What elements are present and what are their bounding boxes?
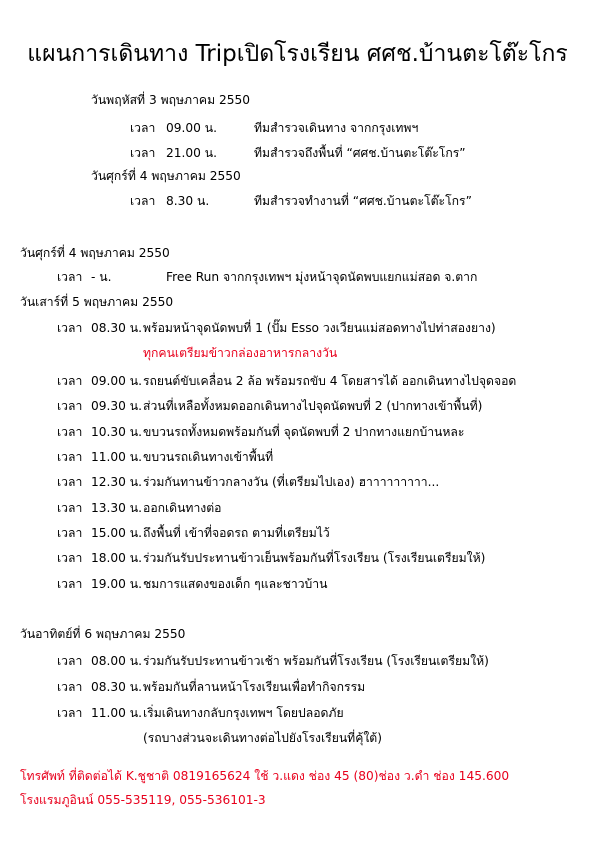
survey-day1-heading: วันพฤหัสที่ 3 พฤษภาคม 2550 [91, 93, 250, 107]
activity-text: ทีมสำรวจทำงานที่ “ศศช.บ้านตะโต๊ะโกร” [254, 194, 472, 208]
activity-text: พร้อมกันที่ลานหน้าโรงเรียนเพื่อทำกิจกรรม [143, 680, 366, 694]
time-label: เวลา [57, 501, 83, 515]
time-value: 08.00 น. [91, 654, 142, 668]
time-value: 09.00 น. [91, 374, 142, 388]
time-label: เวลา [57, 654, 83, 668]
time-value: 15.00 น. [91, 526, 142, 540]
time-label: เวลา [57, 374, 83, 388]
time-label: เวลา [57, 321, 83, 335]
survey-day2-heading: วันศุกร์ที่ 4 พฤษภาคม 2550 [91, 169, 241, 183]
activity-text: ร่วมกันรับประทานข้าวเย็นพร้อมกันที่โรงเรียน (โรงเรียนเตรียมให้) [143, 551, 486, 565]
activity-note: (รถบางส่วนจะเดินทางต่อไปยังโรงเรียนที่คุ้ใต้) [143, 731, 382, 745]
saturday-heading: วันเสาร์ที่ 5 พฤษภาคม 2550 [20, 295, 174, 309]
time-value: 11.00 น. [91, 450, 142, 464]
time-label: เวลา [57, 450, 83, 464]
activity-text: ทีมสำรวจเดินทาง จากกรุงเทพฯ [254, 121, 419, 135]
time-value: 11.00 น. [91, 706, 142, 720]
activity-text: ทีมสำรวจถึงพื้นที่ “ศศช.บ้านตะโต๊ะโกร” [254, 146, 466, 160]
time-value: 21.00 น. [166, 146, 217, 160]
time-value: 12.30 น. [91, 475, 142, 489]
activity-text: Free Run จากกรุงเทพฯ มุ่งหน้าจุดนัดพบแยกแม่สอด จ.ตาก [166, 270, 478, 284]
activity-text: ออกเดินทางต่อ [143, 501, 222, 515]
activity-text: ขบวนรถเดินทางเข้าพื้นที่ [143, 450, 274, 464]
activity-text: รถยนต์ขับเคลื่อน 2 ล้อ พร้อมรถขับ 4 โดยสารได้ ออกเดินทางไปจุดจอด [143, 374, 517, 388]
time-label: เวลา [130, 121, 156, 135]
time-label: เวลา [57, 551, 83, 565]
time-value: 19.00 น. [91, 577, 142, 591]
activity-text: ร่วมกันรับประทานข้าวเช้า พร้อมกันที่โรงเรียน (โรงเรียนเตรียมให้) [143, 654, 489, 668]
time-value: 10.30 น. [91, 425, 142, 439]
time-label: เวลา [57, 399, 83, 413]
time-value: 18.00 น. [91, 551, 142, 565]
contact-phone-line: โทรศัพท์ ที่ติดต่อได้ K.ชูชาติ 0819165624 ใช้ ว.แดง ช่อง 45 (80)ช่อง ว.ดำ ช่อง 145.600 [20, 769, 510, 783]
time-label: เวลา [57, 475, 83, 489]
time-label: เวลา [57, 680, 83, 694]
time-value: 8.30 น. [166, 194, 210, 208]
activity-text: ส่วนที่เหลือทั้งหมดออกเดินทางไปจุดนัดพบที่ 2 (ปากทางเข้าพื้นที่) [143, 399, 483, 413]
time-value: 13.30 น. [91, 501, 142, 515]
time-value: - น. [91, 270, 112, 284]
time-label: เวลา [57, 706, 83, 720]
time-label: เวลา [130, 194, 156, 208]
time-value: 09.30 น. [91, 399, 142, 413]
time-value: 08.30 น. [91, 680, 142, 694]
time-label: เวลา [57, 526, 83, 540]
friday-heading: วันศุกร์ที่ 4 พฤษภาคม 2550 [20, 246, 170, 260]
time-value: 08.30 น. [91, 321, 142, 335]
sunday-heading: วันอาทิตย์ที่ 6 พฤษภาคม 2550 [20, 627, 186, 641]
time-value: 09.00 น. [166, 121, 217, 135]
activity-text: ขบวนรถทั้งหมดพร้อมกันที่ จุดนัดพบที่ 2 ปากทางแยกบ้านหละ [143, 425, 465, 439]
time-label: เวลา [57, 270, 83, 284]
lunch-box-note: ทุกคนเตรียมข้าวกล่องอาหารกลางวัน [143, 346, 338, 360]
time-label: เวลา [57, 425, 83, 439]
hotel-contact-line: โรงแรมภูอินน์ 055-535119, 055-536101-3 [20, 793, 266, 807]
time-label: เวลา [57, 577, 83, 591]
activity-text: พร้อมหน้าจุดนัดพบที่ 1 (ปั๊ม Esso วงเวียนแม่สอดทางไปท่าสองยาง) [143, 321, 496, 335]
activity-text: ถึงพื้นที่ เข้าที่จอดรถ ตามที่เตรียมไว้ [143, 526, 330, 540]
activity-text: ชมการแสดงของเด็ก ๆและชาวบ้าน [143, 577, 328, 591]
activity-text: ร่วมกันทานข้าวกลางวัน (ที่เตรียมไปเอง) ฮาาาาาาาาา... [143, 475, 440, 489]
page-title: แผนการเดินทาง Tripเปิดโรงเรียน ศศช.บ้านตะโต๊ะโกร [27, 41, 568, 67]
activity-text: เริ่มเดินทางกลับกรุงเทพฯ โดยปลอดภัย [143, 706, 344, 720]
time-label: เวลา [130, 146, 156, 160]
